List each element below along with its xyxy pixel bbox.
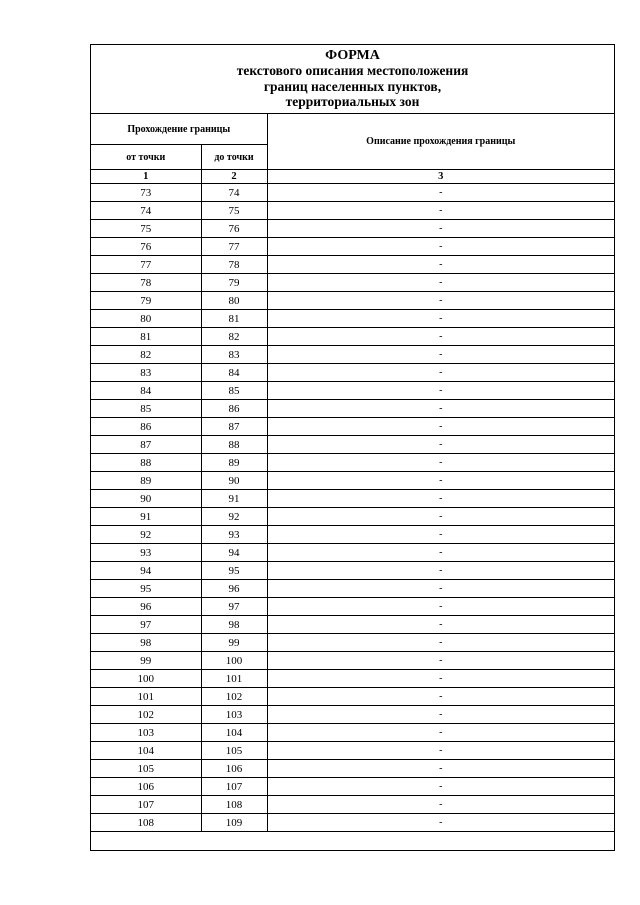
cell-to-point: 76 bbox=[201, 220, 267, 238]
title-line-2: текстового описания местоположения bbox=[236, 63, 469, 78]
cell-description: - bbox=[267, 256, 614, 274]
table-row bbox=[91, 436, 614, 454]
cell-from-point: 95 bbox=[91, 580, 201, 598]
cell-to-point: 79 bbox=[201, 274, 267, 292]
table-row bbox=[91, 562, 614, 580]
cell-to-point: 89 bbox=[201, 454, 267, 472]
table-row bbox=[91, 400, 614, 418]
cell-from-point: 105 bbox=[91, 760, 201, 778]
cell-from-point: 103 bbox=[91, 724, 201, 742]
cell-to-point: 108 bbox=[201, 796, 267, 814]
cell-to-point: 99 bbox=[201, 634, 267, 652]
cell-to-point: 104 bbox=[201, 724, 267, 742]
cell-description: - bbox=[267, 634, 614, 652]
table-row bbox=[91, 688, 614, 706]
cell-description: - bbox=[267, 238, 614, 256]
cell-from-point: 106 bbox=[91, 778, 201, 796]
cell-to-point: 95 bbox=[201, 562, 267, 580]
table-row bbox=[91, 508, 614, 526]
cell-from-point: 108 bbox=[91, 814, 201, 832]
cell-to-point: 81 bbox=[201, 310, 267, 328]
cell-to-point: 92 bbox=[201, 508, 267, 526]
table-row bbox=[91, 598, 614, 616]
cell-from-point: 98 bbox=[91, 634, 201, 652]
cell-description: - bbox=[267, 220, 614, 238]
cell-to-point: 100 bbox=[201, 652, 267, 670]
cell-description: - bbox=[267, 454, 614, 472]
cell-to-point: 106 bbox=[201, 760, 267, 778]
cell-description: - bbox=[267, 616, 614, 634]
cell-description: - bbox=[267, 274, 614, 292]
cell-to-point: 101 bbox=[201, 670, 267, 688]
table-row bbox=[91, 202, 614, 220]
cell-to-point: 90 bbox=[201, 472, 267, 490]
cell-description: - bbox=[267, 400, 614, 418]
boundary-table bbox=[91, 114, 614, 832]
cell-description: - bbox=[267, 724, 614, 742]
cell-to-point: 84 bbox=[201, 364, 267, 382]
cell-to-point: 87 bbox=[201, 418, 267, 436]
cell-to-point: 97 bbox=[201, 598, 267, 616]
table-row bbox=[91, 760, 614, 778]
table-row bbox=[91, 184, 614, 202]
cell-from-point: 100 bbox=[91, 670, 201, 688]
cell-to-point: 77 bbox=[201, 238, 267, 256]
cell-from-point: 91 bbox=[91, 508, 201, 526]
cell-from-point: 83 bbox=[91, 364, 201, 382]
cell-to-point: 93 bbox=[201, 526, 267, 544]
table-row bbox=[91, 292, 614, 310]
cell-description: - bbox=[267, 796, 614, 814]
cell-description: - bbox=[267, 652, 614, 670]
cell-from-point: 74 bbox=[91, 202, 201, 220]
cell-from-point: 104 bbox=[91, 742, 201, 760]
cell-to-point: 105 bbox=[201, 742, 267, 760]
cell-description: - bbox=[267, 814, 614, 832]
cell-from-point: 94 bbox=[91, 562, 201, 580]
table-row bbox=[91, 778, 614, 796]
title-line-1: ФОРМА bbox=[325, 48, 380, 63]
table-row bbox=[91, 328, 614, 346]
table-row bbox=[91, 364, 614, 382]
cell-to-point: 85 bbox=[201, 382, 267, 400]
table-row bbox=[91, 346, 614, 364]
cell-to-point: 102 bbox=[201, 688, 267, 706]
cell-description: - bbox=[267, 580, 614, 598]
cell-to-point: 74 bbox=[201, 184, 267, 202]
header-from-point: от точки bbox=[91, 145, 201, 170]
cell-description: - bbox=[267, 292, 614, 310]
table-row bbox=[91, 796, 614, 814]
cell-description: - bbox=[267, 472, 614, 490]
cell-description: - bbox=[267, 310, 614, 328]
title-line-3: границ населенных пунктов, bbox=[263, 78, 442, 94]
table-row bbox=[91, 814, 614, 832]
cell-description: - bbox=[267, 418, 614, 436]
cell-from-point: 81 bbox=[91, 328, 201, 346]
column-number-row bbox=[91, 170, 614, 184]
cell-description: - bbox=[267, 688, 614, 706]
table-row bbox=[91, 256, 614, 274]
header-description: Описание прохождения границы bbox=[267, 114, 614, 170]
cell-description: - bbox=[267, 328, 614, 346]
cell-from-point: 90 bbox=[91, 490, 201, 508]
cell-from-point: 92 bbox=[91, 526, 201, 544]
cell-description: - bbox=[267, 706, 614, 724]
cell-from-point: 89 bbox=[91, 472, 201, 490]
column-number-3: 3 bbox=[267, 170, 614, 184]
cell-description: - bbox=[267, 346, 614, 364]
cell-to-point: 96 bbox=[201, 580, 267, 598]
header-to-point: до точки bbox=[201, 145, 267, 170]
table-row bbox=[91, 616, 614, 634]
cell-to-point: 80 bbox=[201, 292, 267, 310]
cell-from-point: 79 bbox=[91, 292, 201, 310]
cell-to-point: 91 bbox=[201, 490, 267, 508]
cell-description: - bbox=[267, 544, 614, 562]
cell-from-point: 85 bbox=[91, 400, 201, 418]
cell-from-point: 78 bbox=[91, 274, 201, 292]
column-number-2: 2 bbox=[201, 170, 267, 184]
cell-from-point: 88 bbox=[91, 454, 201, 472]
table-row bbox=[91, 706, 614, 724]
cell-description: - bbox=[267, 562, 614, 580]
table-row bbox=[91, 490, 614, 508]
cell-to-point: 75 bbox=[201, 202, 267, 220]
cell-description: - bbox=[267, 382, 614, 400]
cell-to-point: 109 bbox=[201, 814, 267, 832]
table-row bbox=[91, 454, 614, 472]
table-row bbox=[91, 634, 614, 652]
title-line-4: территориальных зон bbox=[285, 94, 420, 109]
table-row bbox=[91, 220, 614, 238]
cell-description: - bbox=[267, 202, 614, 220]
form-frame bbox=[90, 44, 615, 851]
cell-from-point: 86 bbox=[91, 418, 201, 436]
cell-from-point: 99 bbox=[91, 652, 201, 670]
cell-to-point: 107 bbox=[201, 778, 267, 796]
table-row bbox=[91, 238, 614, 256]
table-row bbox=[91, 274, 614, 292]
cell-from-point: 87 bbox=[91, 436, 201, 454]
table-row bbox=[91, 724, 614, 742]
cell-from-point: 97 bbox=[91, 616, 201, 634]
cell-from-point: 82 bbox=[91, 346, 201, 364]
table-row bbox=[91, 742, 614, 760]
cell-from-point: 73 bbox=[91, 184, 201, 202]
cell-to-point: 78 bbox=[201, 256, 267, 274]
cell-description: - bbox=[267, 760, 614, 778]
column-number-1: 1 bbox=[91, 170, 201, 184]
cell-from-point: 84 bbox=[91, 382, 201, 400]
cell-to-point: 94 bbox=[201, 544, 267, 562]
table-row bbox=[91, 382, 614, 400]
table-row bbox=[91, 310, 614, 328]
table-row bbox=[91, 580, 614, 598]
cell-from-point: 93 bbox=[91, 544, 201, 562]
cell-from-point: 107 bbox=[91, 796, 201, 814]
cell-from-point: 102 bbox=[91, 706, 201, 724]
header-row bbox=[91, 114, 614, 145]
cell-description: - bbox=[267, 670, 614, 688]
cell-description: - bbox=[267, 184, 614, 202]
cell-description: - bbox=[267, 598, 614, 616]
cell-to-point: 83 bbox=[201, 346, 267, 364]
table-row bbox=[91, 670, 614, 688]
cell-from-point: 77 bbox=[91, 256, 201, 274]
cell-from-point: 101 bbox=[91, 688, 201, 706]
cell-from-point: 76 bbox=[91, 238, 201, 256]
cell-from-point: 75 bbox=[91, 220, 201, 238]
table-row bbox=[91, 526, 614, 544]
cell-to-point: 82 bbox=[201, 328, 267, 346]
header-passage: Прохождение границы bbox=[91, 114, 267, 145]
table-row bbox=[91, 418, 614, 436]
cell-to-point: 98 bbox=[201, 616, 267, 634]
cell-description: - bbox=[267, 508, 614, 526]
cell-to-point: 88 bbox=[201, 436, 267, 454]
cell-from-point: 96 bbox=[91, 598, 201, 616]
cell-description: - bbox=[267, 742, 614, 760]
cell-to-point: 86 bbox=[201, 400, 267, 418]
table-row bbox=[91, 544, 614, 562]
cell-description: - bbox=[267, 526, 614, 544]
cell-description: - bbox=[267, 778, 614, 796]
table-row bbox=[91, 652, 614, 670]
cell-description: - bbox=[267, 490, 614, 508]
cell-from-point: 80 bbox=[91, 310, 201, 328]
cell-description: - bbox=[267, 364, 614, 382]
form-title bbox=[91, 45, 614, 114]
cell-to-point: 103 bbox=[201, 706, 267, 724]
table-row bbox=[91, 472, 614, 490]
cell-description: - bbox=[267, 436, 614, 454]
